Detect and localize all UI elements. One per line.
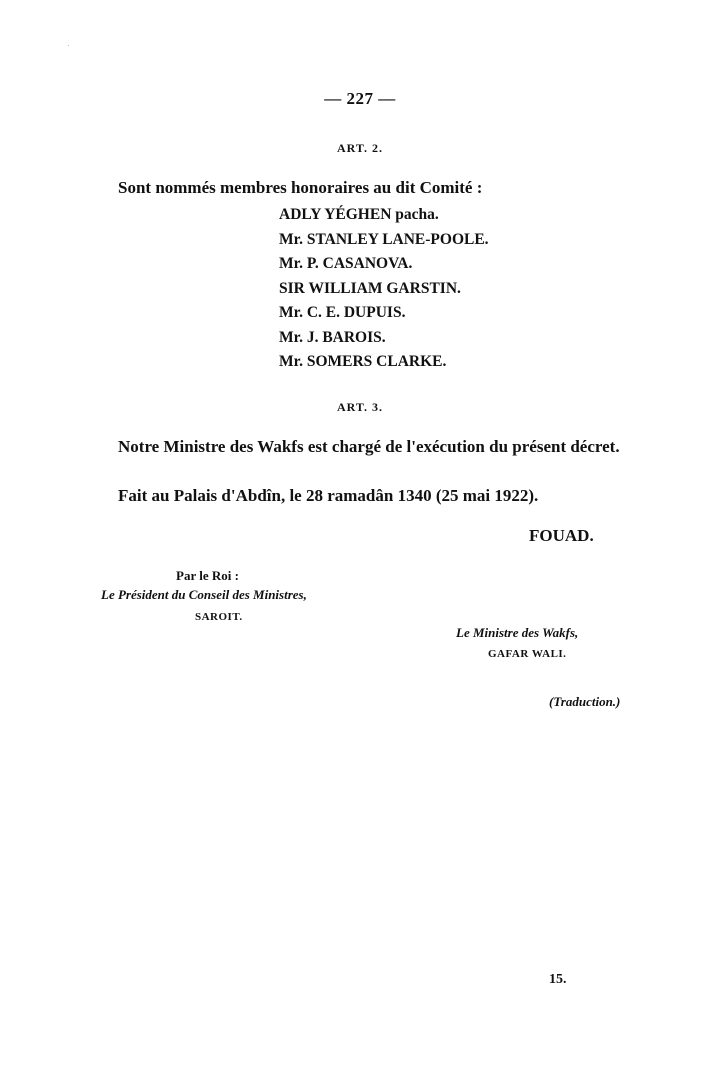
article-3-text: Notre Ministre des Wakfs est chargé de l'exécution du présent décret. bbox=[118, 437, 620, 456]
honorary-members-intro: Sont nommés membres honoraires au dit Comité : bbox=[118, 178, 483, 197]
article-3-heading bbox=[0, 400, 720, 415]
translation-note: (Traduction.) bbox=[549, 694, 621, 709]
article-3-heading-text: ART. 3. bbox=[336, 400, 384, 414]
gafar-wali-signature: GAFAR WALI. bbox=[488, 648, 567, 660]
member-adly-yeghen: ADLY YÉGHEN pacha. bbox=[279, 206, 439, 223]
member-j-barois: Mr. J. BAROIS. bbox=[279, 328, 386, 346]
member-somers-clarke: Mr. SOMERS CLARKE. bbox=[279, 353, 447, 370]
ministre-wakfs-title: Le Ministre des Wakfs, bbox=[456, 625, 579, 640]
folio-number: 15. bbox=[549, 972, 567, 987]
member-william-garstin: SIR WILLIAM GARSTIN. bbox=[279, 279, 461, 297]
par-le-roi: Par le Roi : bbox=[176, 568, 239, 583]
king-signature: FOUAD. bbox=[529, 526, 594, 545]
article-2-heading-text: ART. 2. bbox=[336, 141, 384, 155]
page-number: — 227 — bbox=[324, 89, 396, 108]
saroit-signature: SAROIT. bbox=[195, 611, 243, 623]
president-conseil-title: Le Président du Conseil des Ministres, bbox=[101, 587, 307, 602]
member-stanley-lane-poole: Mr. STANLEY LANE-POOLE. bbox=[279, 230, 489, 248]
article-2-heading bbox=[0, 141, 720, 156]
scan-speck bbox=[68, 45, 69, 46]
done-at-line: Fait au Palais d'Abdîn, le 28 ramadân 1340 (25 mai 1922). bbox=[118, 486, 539, 505]
honorary-members-list bbox=[279, 203, 489, 375]
member-p-casanova: Mr. P. CASANOVA. bbox=[279, 255, 413, 272]
member-c-e-dupuis: Mr. C. E. DUPUIS. bbox=[279, 304, 406, 321]
